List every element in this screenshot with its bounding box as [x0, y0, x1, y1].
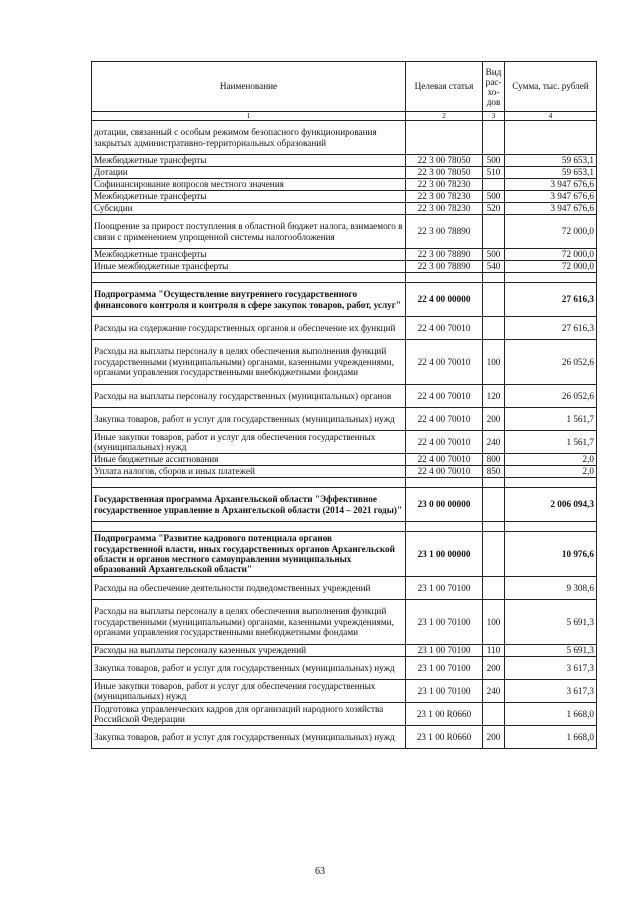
column-number-1: 1	[92, 112, 406, 121]
spacer-cell	[92, 522, 406, 532]
row-name: Расходы на содержание государственных органов и обеспечение их функций	[92, 317, 406, 340]
row-name: Подпрограмма "Развитие кадрового потенциала органов государственной власти, иных государственных органов Архангельской области и органов местного самоуправления муниципальных образований Архангельской области"	[92, 532, 406, 577]
row-type: 800	[483, 454, 505, 466]
subprogram-row	[92, 283, 597, 317]
row-code: 22 4 00 70010	[406, 408, 483, 431]
row-name: Межбюджетные трансферты	[92, 191, 406, 203]
table-row	[92, 408, 597, 431]
header-name: Наименование	[92, 62, 406, 112]
row-code: 22 4 00 70010	[406, 454, 483, 466]
row-type	[483, 703, 505, 726]
row-type	[483, 532, 505, 577]
row-name: Расходы на выплаты персоналу государственных (муниципальных) органов	[92, 385, 406, 408]
spacer-cell	[483, 273, 505, 283]
spacer-cell	[406, 273, 483, 283]
table-row	[92, 340, 597, 385]
table-row	[92, 167, 597, 179]
program-row	[92, 488, 597, 522]
row-type: 240	[483, 680, 505, 703]
table-row	[92, 249, 597, 261]
row-type: 100	[483, 600, 505, 645]
spacer-cell	[406, 478, 483, 488]
row-sum: 27 616,3	[505, 317, 597, 340]
spacer-cell	[483, 478, 505, 488]
column-number-3: 3	[483, 112, 505, 121]
row-sum: 26 052,6	[505, 340, 597, 385]
spacer-cell	[505, 478, 597, 488]
table-row	[92, 203, 597, 215]
spacer-cell	[92, 478, 406, 488]
row-name: Закупка товаров, работ и услуг для государственных (муниципальных) нужд	[92, 657, 406, 680]
table-row	[92, 645, 597, 657]
row-code: 22 3 00 78890	[406, 215, 483, 249]
row-type	[483, 577, 505, 600]
row-code: 23 1 00 70100	[406, 645, 483, 657]
spacer-row	[92, 478, 597, 488]
row-type	[483, 121, 505, 155]
row-sum: 72 000,0	[505, 261, 597, 273]
row-sum: 3 617,3	[505, 680, 597, 703]
row-sum: 2,0	[505, 454, 597, 466]
header-sum: Сумма, тыс. рублей	[505, 62, 597, 112]
column-number-2: 2	[406, 112, 483, 121]
row-sum: 3 947 676,6	[505, 203, 597, 215]
table-row	[92, 179, 597, 191]
table-row	[92, 680, 597, 703]
subprogram-row	[92, 532, 597, 577]
row-code: 23 1 00 00000	[406, 532, 483, 577]
row-code: 22 3 00 78230	[406, 179, 483, 191]
row-code: 22 3 00 78230	[406, 191, 483, 203]
row-name: Поощрение за прирост поступления в областной бюджет налога, взимаемого в связи с применением упрощенной системы налогообложения	[92, 215, 406, 249]
table-row	[92, 215, 597, 249]
row-sum: 72 000,0	[505, 215, 597, 249]
row-code: 22 4 00 00000	[406, 283, 483, 317]
table-row	[92, 385, 597, 408]
row-name: Государственная программа Архангельской области "Эффективное государственное управление в Архангельской области (2014 – 2021 годы)"	[92, 488, 406, 522]
spacer-cell	[505, 522, 597, 532]
row-type: 200	[483, 726, 505, 749]
header-type-text: Вид рас- хо- дов	[485, 66, 502, 107]
row-name: Расходы на обеспечение деятельности подведомственных учреждений	[92, 577, 406, 600]
row-name: Подпрограмма "Осуществление внутреннего государственного финансового контроля и контроля в сфере закупок товаров, работ, услуг"	[92, 283, 406, 317]
row-type	[483, 317, 505, 340]
row-code: 23 1 00 70100	[406, 600, 483, 645]
row-sum: 3 947 676,6	[505, 191, 597, 203]
row-type: 100	[483, 340, 505, 385]
table-row	[92, 261, 597, 273]
table-row	[92, 726, 597, 749]
row-sum: 1 668,0	[505, 703, 597, 726]
row-code: 22 3 00 78890	[406, 249, 483, 261]
row-code: 22 4 00 70010	[406, 431, 483, 454]
row-sum: 27 616,3	[505, 283, 597, 317]
row-type	[483, 283, 505, 317]
row-type: 120	[483, 385, 505, 408]
column-number-row	[92, 112, 597, 121]
row-code: 22 3 00 78050	[406, 155, 483, 167]
row-name: Межбюджетные трансферты	[92, 155, 406, 167]
row-sum: 59 653,1	[505, 167, 597, 179]
budget-table	[91, 61, 597, 749]
table-row	[92, 155, 597, 167]
row-sum: 3 947 676,6	[505, 179, 597, 191]
header-code: Целевая статья	[406, 62, 483, 112]
row-code: 22 3 00 78890	[406, 261, 483, 273]
page-number: 63	[315, 866, 325, 877]
row-type: 500	[483, 155, 505, 167]
row-name: Закупка товаров, работ и услуг для государственных (муниципальных) нужд	[92, 408, 406, 431]
row-type: 200	[483, 657, 505, 680]
table-row	[92, 121, 597, 155]
table-row	[92, 454, 597, 466]
row-name: Расходы на выплаты персоналу казенных учреждений	[92, 645, 406, 657]
spacer-cell	[92, 273, 406, 283]
row-type: 520	[483, 203, 505, 215]
row-type: 200	[483, 408, 505, 431]
spacer-cell	[406, 522, 483, 532]
row-name: Иные бюджетные ассигнования	[92, 454, 406, 466]
table-row	[92, 600, 597, 645]
row-name: Подготовка управленческих кадров для организаций народного хозяйства Российской Федерации	[92, 703, 406, 726]
row-code: 22 3 00 78230	[406, 203, 483, 215]
row-code: 22 4 00 70010	[406, 385, 483, 408]
row-sum: 5 691,3	[505, 645, 597, 657]
row-name: Иные закупки товаров, работ и услуг для обеспечения государственных (муниципальных) нужд	[92, 431, 406, 454]
row-type: 510	[483, 167, 505, 179]
row-type: 240	[483, 431, 505, 454]
row-sum	[505, 121, 597, 155]
header-type	[483, 62, 505, 112]
row-sum: 5 691,3	[505, 600, 597, 645]
row-name: Уплата налогов, сборов и иных платежей	[92, 466, 406, 478]
column-number-4: 4	[505, 112, 597, 121]
table-row	[92, 191, 597, 203]
row-sum: 3 617,3	[505, 657, 597, 680]
row-code: 22 3 00 78050	[406, 167, 483, 179]
row-code: 23 1 00 70100	[406, 657, 483, 680]
row-name: Межбюджетные трансферты	[92, 249, 406, 261]
row-name: Закупка товаров, работ и услуг для государственных (муниципальных) нужд	[92, 726, 406, 749]
row-name: Софинансирование вопросов местного значения	[92, 179, 406, 191]
row-name: Дотации	[92, 167, 406, 179]
row-sum: 26 052,6	[505, 385, 597, 408]
spacer-row	[92, 273, 597, 283]
spacer-cell	[483, 522, 505, 532]
row-sum: 2 006 094,3	[505, 488, 597, 522]
row-sum: 72 000,0	[505, 249, 597, 261]
table-row	[92, 703, 597, 726]
spacer-cell	[505, 273, 597, 283]
row-type: 850	[483, 466, 505, 478]
row-code: 23 1 00 70100	[406, 680, 483, 703]
row-type	[483, 488, 505, 522]
row-name: Иные межбюджетные трансферты	[92, 261, 406, 273]
row-type	[483, 215, 505, 249]
row-code: 23 1 00 R0660	[406, 726, 483, 749]
header-row	[92, 62, 597, 112]
row-code: 23 1 00 R0660	[406, 703, 483, 726]
row-code: 22 4 00 70010	[406, 340, 483, 385]
row-type: 540	[483, 261, 505, 273]
row-sum: 1 668,0	[505, 726, 597, 749]
row-type: 110	[483, 645, 505, 657]
row-code	[406, 121, 483, 155]
table-row	[92, 466, 597, 478]
row-code: 23 1 00 70100	[406, 577, 483, 600]
row-name: дотации, связанный с особым режимом безопасного функционирования закрытых административно-территориальных образований	[92, 121, 406, 155]
row-type	[483, 179, 505, 191]
row-type: 500	[483, 249, 505, 261]
row-sum: 1 561,7	[505, 431, 597, 454]
row-sum: 9 308,6	[505, 577, 597, 600]
row-type: 500	[483, 191, 505, 203]
row-sum: 2,0	[505, 466, 597, 478]
row-name: Расходы на выплаты персоналу в целях обеспечения выполнения функций государственными (муниципальными) органами, казенными учреждениями, органами управления государственными внебюджетными фондами	[92, 340, 406, 385]
row-sum: 59 653,1	[505, 155, 597, 167]
row-name: Субсидии	[92, 203, 406, 215]
row-name: Расходы на выплаты персоналу в целях обеспечения выполнения функций государственными (муниципальными) органами, казенными учреждениями, органами управления государственными внебюджетными фондами	[92, 600, 406, 645]
row-code: 22 4 00 70010	[406, 466, 483, 478]
table-row	[92, 577, 597, 600]
row-name: Иные закупки товаров, работ и услуг для обеспечения государственных (муниципальных) нужд	[92, 680, 406, 703]
row-sum: 1 561,7	[505, 408, 597, 431]
row-code: 23 0 00 00000	[406, 488, 483, 522]
table-row	[92, 317, 597, 340]
table-row	[92, 657, 597, 680]
row-sum: 10 976,6	[505, 532, 597, 577]
row-code: 22 4 00 70010	[406, 317, 483, 340]
table-row	[92, 431, 597, 454]
spacer-row	[92, 522, 597, 532]
